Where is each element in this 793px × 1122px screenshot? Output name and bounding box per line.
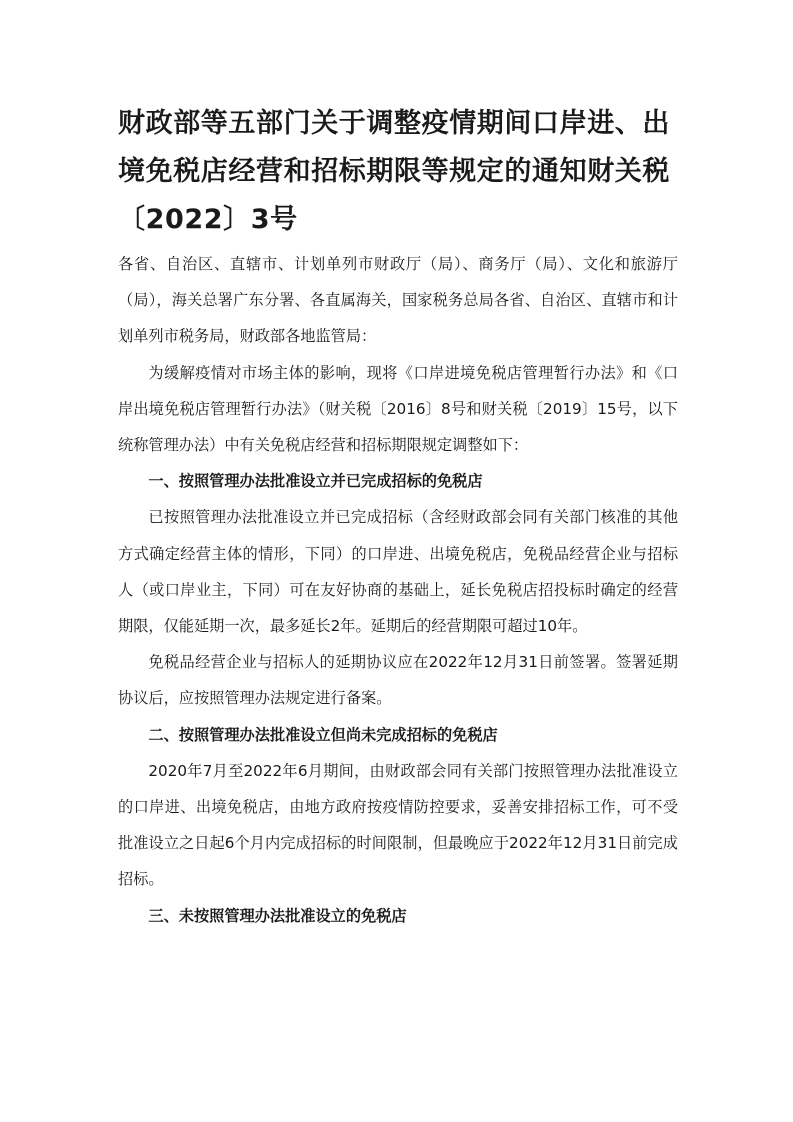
section-1-paragraph-1: 已按照管理办法批准设立并已完成招标（含经财政部会同有关部门核准的其他方式确定经营主体的情形，下同）的口岸进、出境免税店，免税品经营企业与招标人（或口岸业主，下同）可在友好协商的基础上，延长免税店招投标时确定的经营期限，仅能延期一次，最多延长2年。延期后的经营期限可超过10年。	[118, 508, 678, 636]
section-3-heading: 三、未按照管理办法批准设立的免税店	[148, 906, 407, 925]
section-1-heading: 一、按照管理办法批准设立并已完成招标的免税店	[148, 472, 483, 491]
section-2-heading: 二、按照管理办法批准设立但尚未完成招标的免税店	[148, 725, 498, 744]
section-2-paragraph-1: 2020年7月至2022年6月期间，由财政部会同有关部门按照管理办法批准设立的口岸进、出境免税店，由地方政府按疫情防控要求，妥善安排招标工作，可不受批准设立之日起6个月内完成招标的时间限制，但最晚应于2022年12月31日前完成招标。	[118, 761, 678, 889]
document-title: 财政部等五部门关于调整疫情期间口岸进、出境免税店经营和招标期限等规定的通知财关税〔2022〕3号	[118, 108, 670, 235]
addressee-paragraph: 各省、自治区、直辖市、计划单列市财政厅（局）、商务厅（局）、文化和旅游厅（局），海关总署广东分署、各直属海关，国家税务总局各省、自治区、直辖市和计划单列市税务局，财政部各地监管局：	[118, 255, 678, 346]
section-1-paragraph-2: 免税品经营企业与招标人的延期协议应在2022年12月31日前签署。签署延期协议后，应按照管理办法规定进行备案。	[118, 653, 678, 708]
intro-paragraph: 为缓解疫情对市场主体的影响，现将《口岸进境免税店管理暂行办法》和《口岸出境免税店管理暂行办法》（财关税〔2016〕8号和财关税〔2019〕15号，以下统称管理办法）中有关免税店经营和招标期限规定调整如下：	[118, 363, 678, 455]
document-body	[118, 246, 678, 934]
